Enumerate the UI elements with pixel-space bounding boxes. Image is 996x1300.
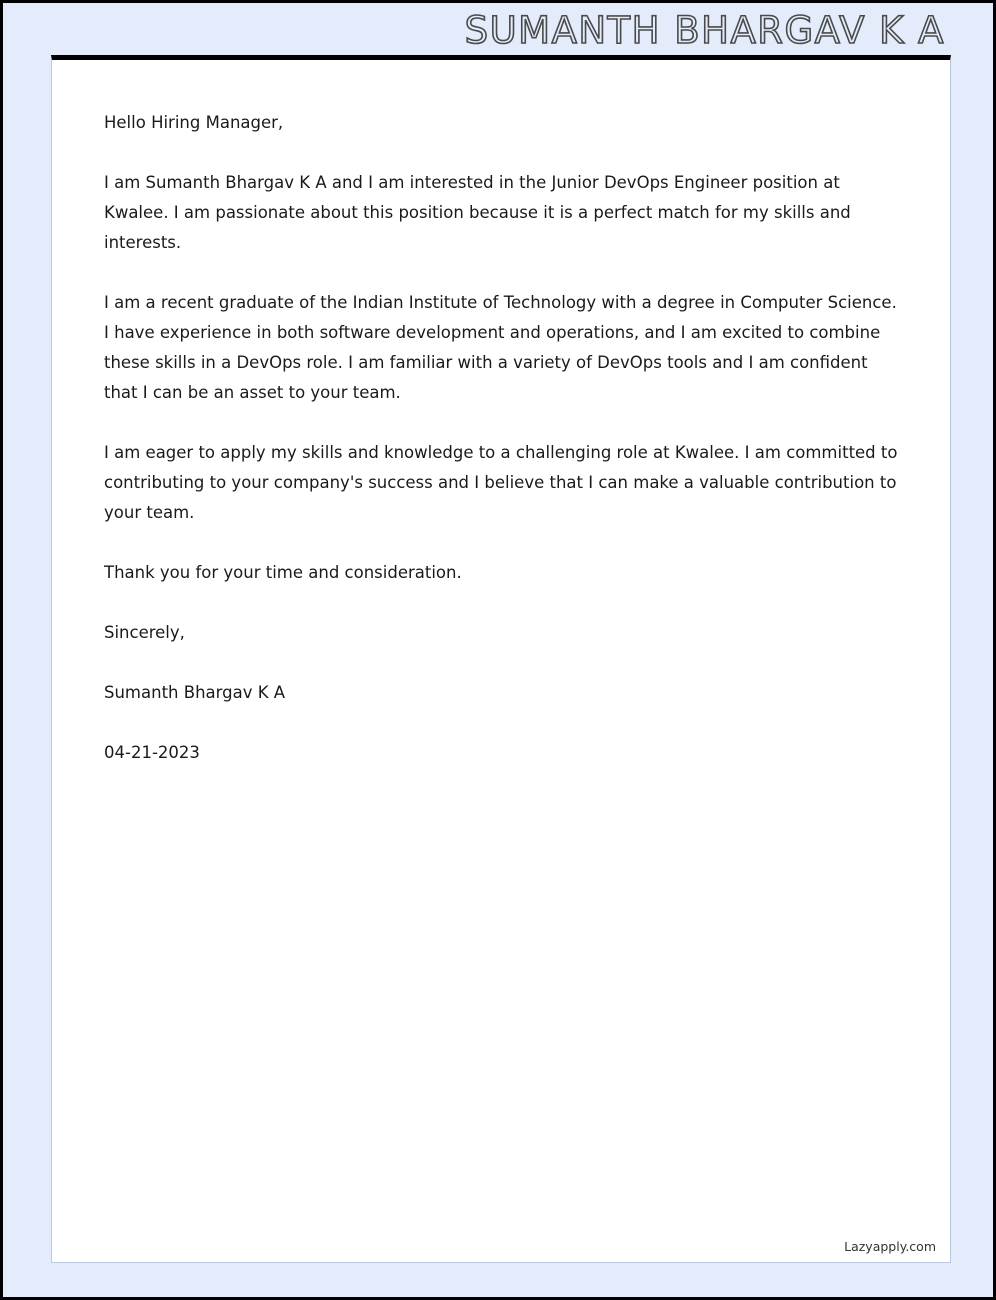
letter-sheet — [51, 55, 951, 1263]
footer-brand-label: Lazyapply.com — [844, 1239, 936, 1254]
paragraph-2: I am a recent graduate of the Indian Institute of Technology with a degree in Computer Science. I have experience in both software development and operations, and I am excited to combine these skills in a DevOps role. I am familiar with a variety of DevOps tools and I am confident that I can be an asset to your team. — [104, 293, 897, 402]
paragraph-3: I am eager to apply my skills and knowledge to a challenging role at Kwalee. I am committed to contributing to your company's success and I believe that I can make a valuable contribution to your team. — [104, 443, 898, 522]
signature-name: Sumanth Bhargav K A — [104, 683, 286, 702]
paragraph-1: I am Sumanth Bhargav K A and I am interested in the Junior DevOps Engineer position at Kwalee. I am passionate about this position because it is a perfect match for my skills and interests. — [104, 173, 851, 252]
closing-line: Sincerely, — [104, 623, 185, 642]
page-title: SUMANTH BHARGAV K A — [464, 9, 945, 52]
letter-date: 04-21-2023 — [104, 743, 200, 762]
document-header — [3, 3, 993, 53]
letter-body — [104, 108, 898, 798]
salutation: Hello Hiring Manager, — [104, 113, 284, 132]
thank-you-line: Thank you for your time and consideration. — [104, 563, 462, 582]
